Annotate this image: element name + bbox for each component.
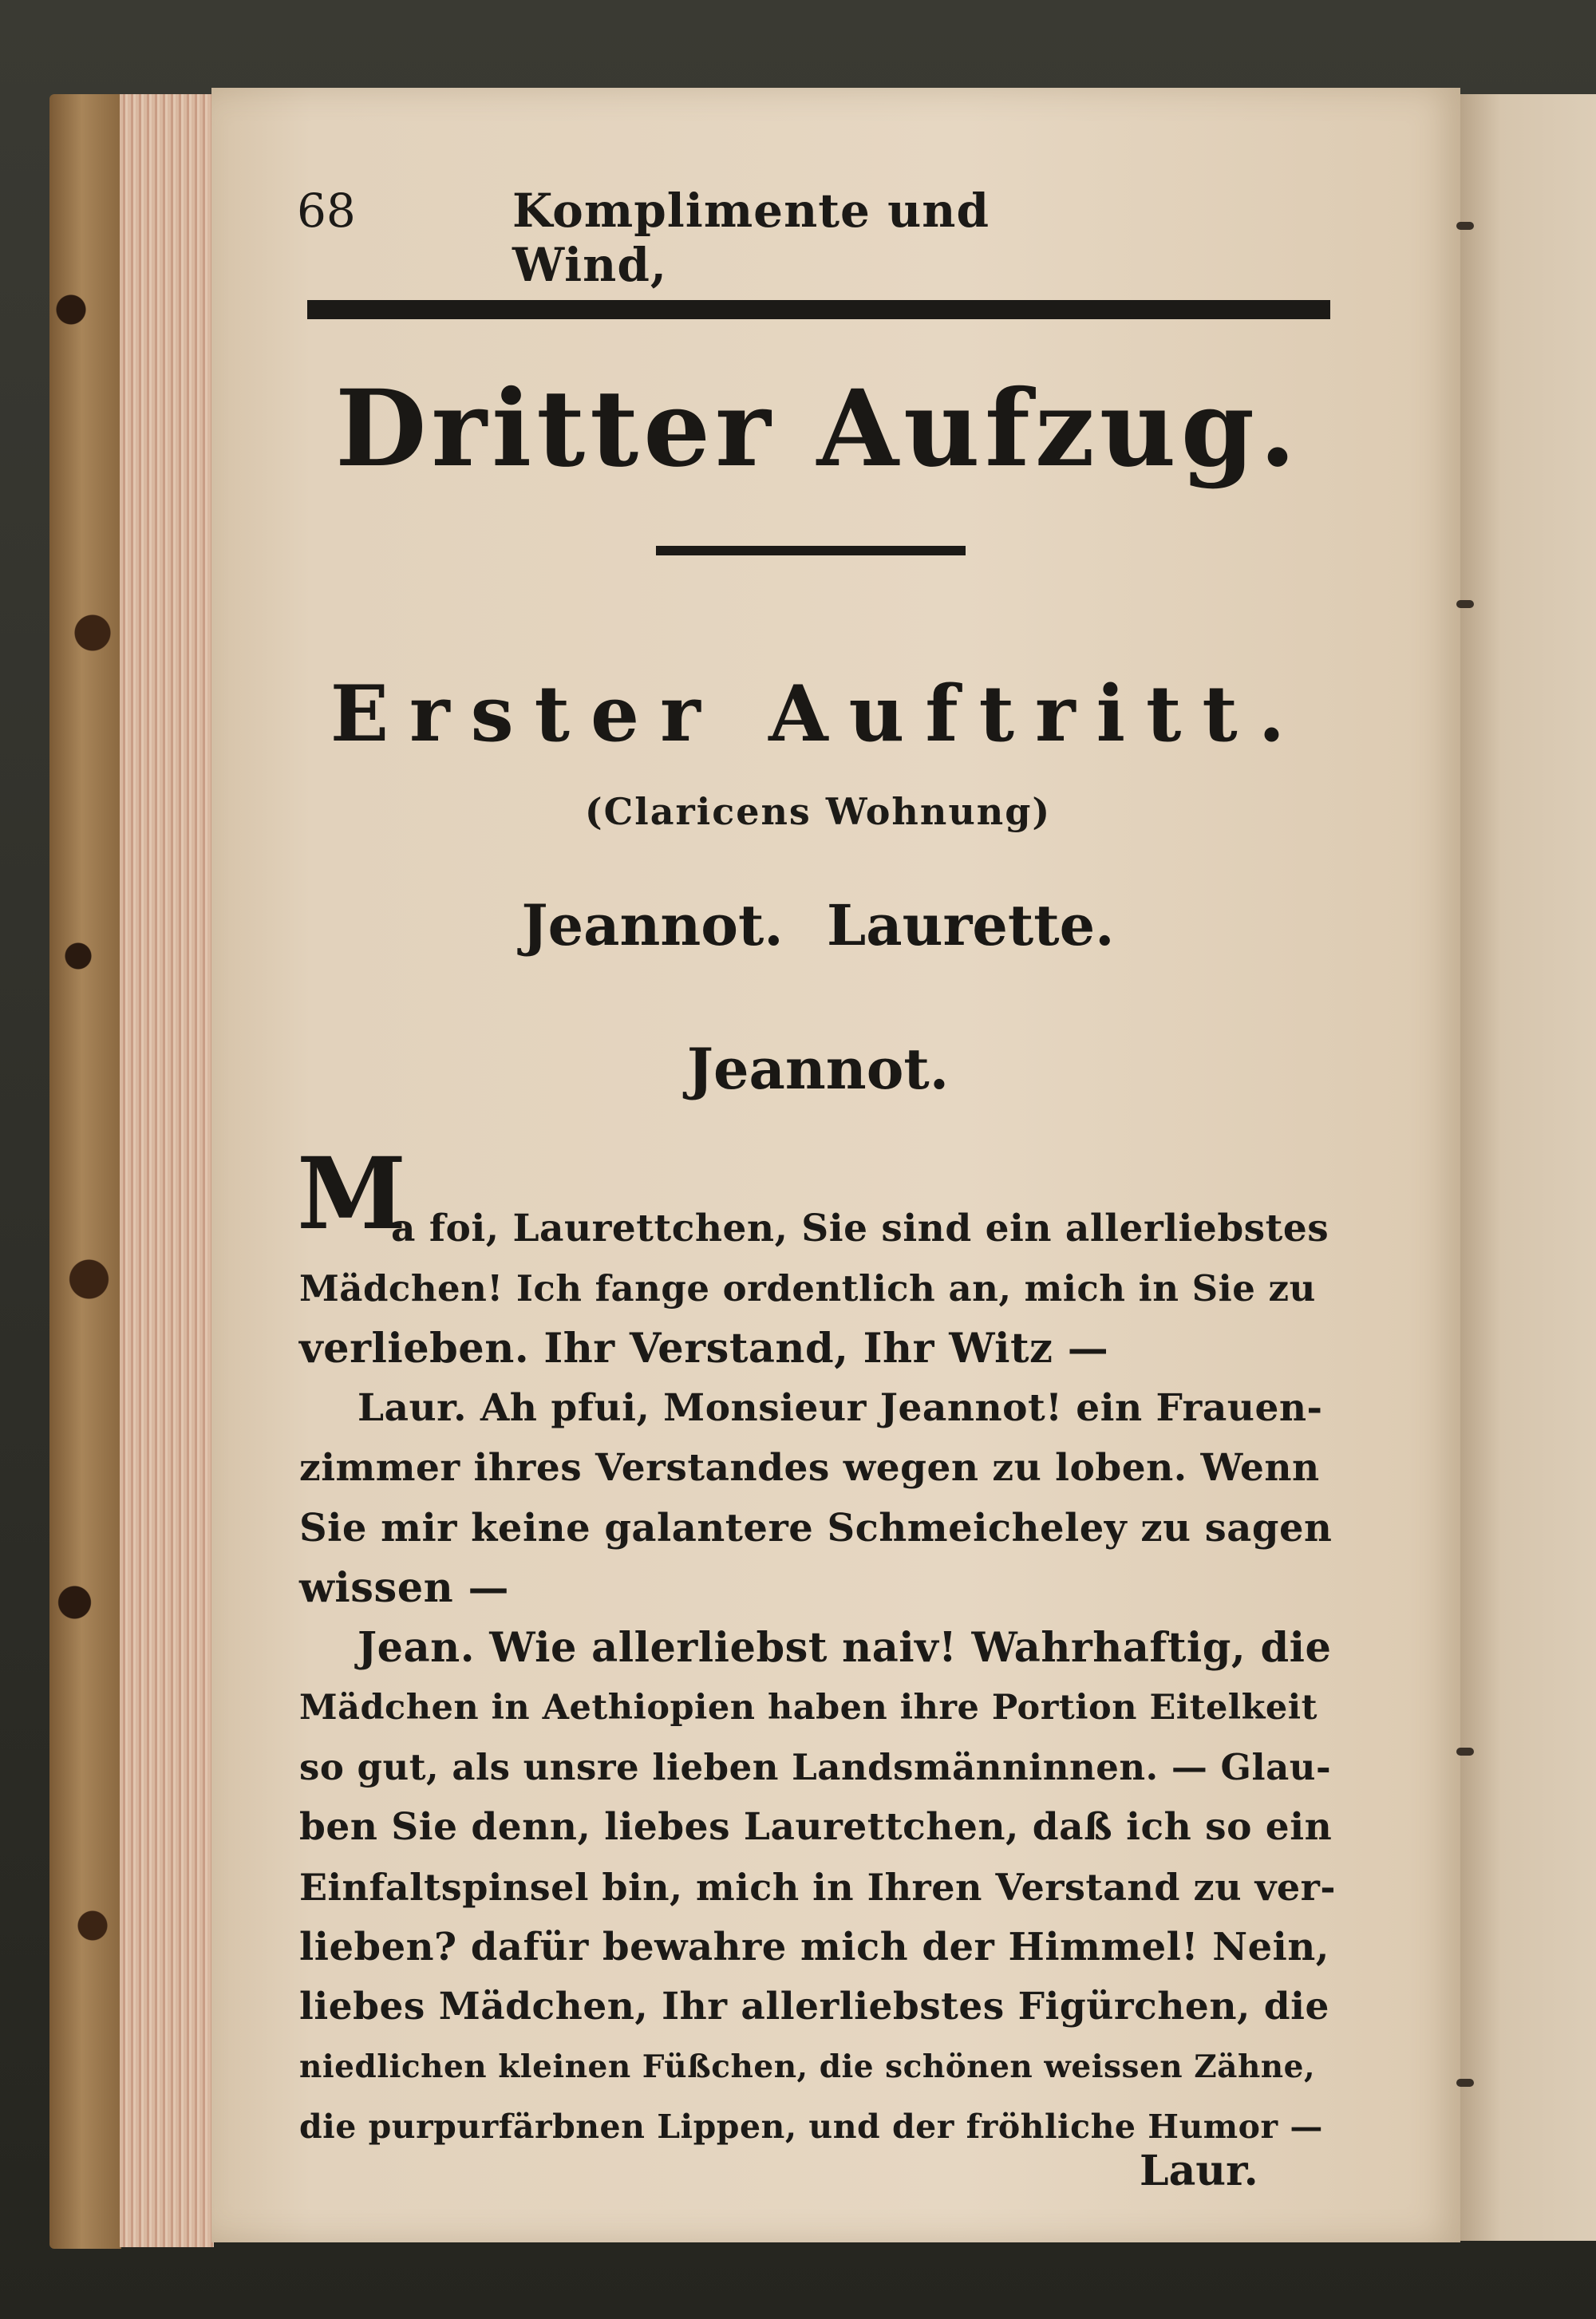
drop-cap: M xyxy=(297,1136,407,1252)
scene-characters: Jeannot. Laurette. xyxy=(521,892,1115,958)
scene-title: Erster Auftritt. xyxy=(330,669,1306,759)
book-binding xyxy=(49,94,121,2249)
running-title: Komplimente und Wind, xyxy=(512,184,990,292)
text-line: so gut, als unsre lieben Landsmänninnen. — Glau- xyxy=(299,1746,1332,1788)
speaker-heading: Jeannot. xyxy=(686,1036,950,1102)
text-line: Mädchen! Ich fange ordentlich an, mich in Sie zu xyxy=(299,1267,1316,1310)
text-line: zimmer ihres Verstandes wegen zu loben. Wenn xyxy=(299,1446,1320,1490)
text-line: verlieben. Ihr Verstand, Ihr Witz — xyxy=(299,1325,1109,1373)
stitch-mark xyxy=(1456,1748,1474,1756)
text-line: liebes Mädchen, Ihr allerliebstes Figürchen, die xyxy=(299,1985,1329,2029)
text-line: Laur. Ah pfui, Monsieur Jeannot! ein Frauen- xyxy=(358,1386,1323,1430)
text-line: lieben? dafür bewahre mich der Himmel! Nein, xyxy=(299,1925,1329,1969)
text-line: wissen — xyxy=(299,1564,509,1612)
stitch-mark xyxy=(1456,2079,1474,2087)
text-line: Mädchen in Aethiopien haben ihre Portion Eitelkeit xyxy=(299,1688,1317,1728)
stitch-mark xyxy=(1456,600,1474,608)
text-line: Jean. Wie allerliebst naiv! Wahrhaftig, die xyxy=(358,1624,1332,1672)
text-line: Einfaltspinsel bin, mich in Ihren Verstand zu ver- xyxy=(299,1866,1336,1909)
scene-location: (Claricens Wohnung) xyxy=(584,790,1052,833)
text-line: a foi, Laurettchen, Sie sind ein allerliebstes xyxy=(391,1207,1329,1250)
header-rule xyxy=(307,300,1330,319)
running-header xyxy=(297,184,1151,292)
catchword: Laur. xyxy=(1140,2147,1258,2195)
stitch-mark xyxy=(1456,222,1474,230)
text-line: die purpurfärbnen Lippen, und der fröhliche Humor — xyxy=(299,2108,1323,2146)
section-divider xyxy=(656,546,966,555)
facing-page xyxy=(1460,94,1596,2241)
text-line: ben Sie denn, liebes Laurettchen, daß ich so ein xyxy=(299,1805,1333,1849)
page-edges xyxy=(120,94,214,2247)
text-line: Sie mir keine galantere Schmeicheley zu sagen xyxy=(299,1506,1333,1551)
text-line: niedlichen kleinen Füßchen, die schönen weissen Zähne, xyxy=(299,2048,1316,2085)
act-title: Dritter Aufzug. xyxy=(335,367,1301,491)
page-number: 68 xyxy=(297,184,356,238)
